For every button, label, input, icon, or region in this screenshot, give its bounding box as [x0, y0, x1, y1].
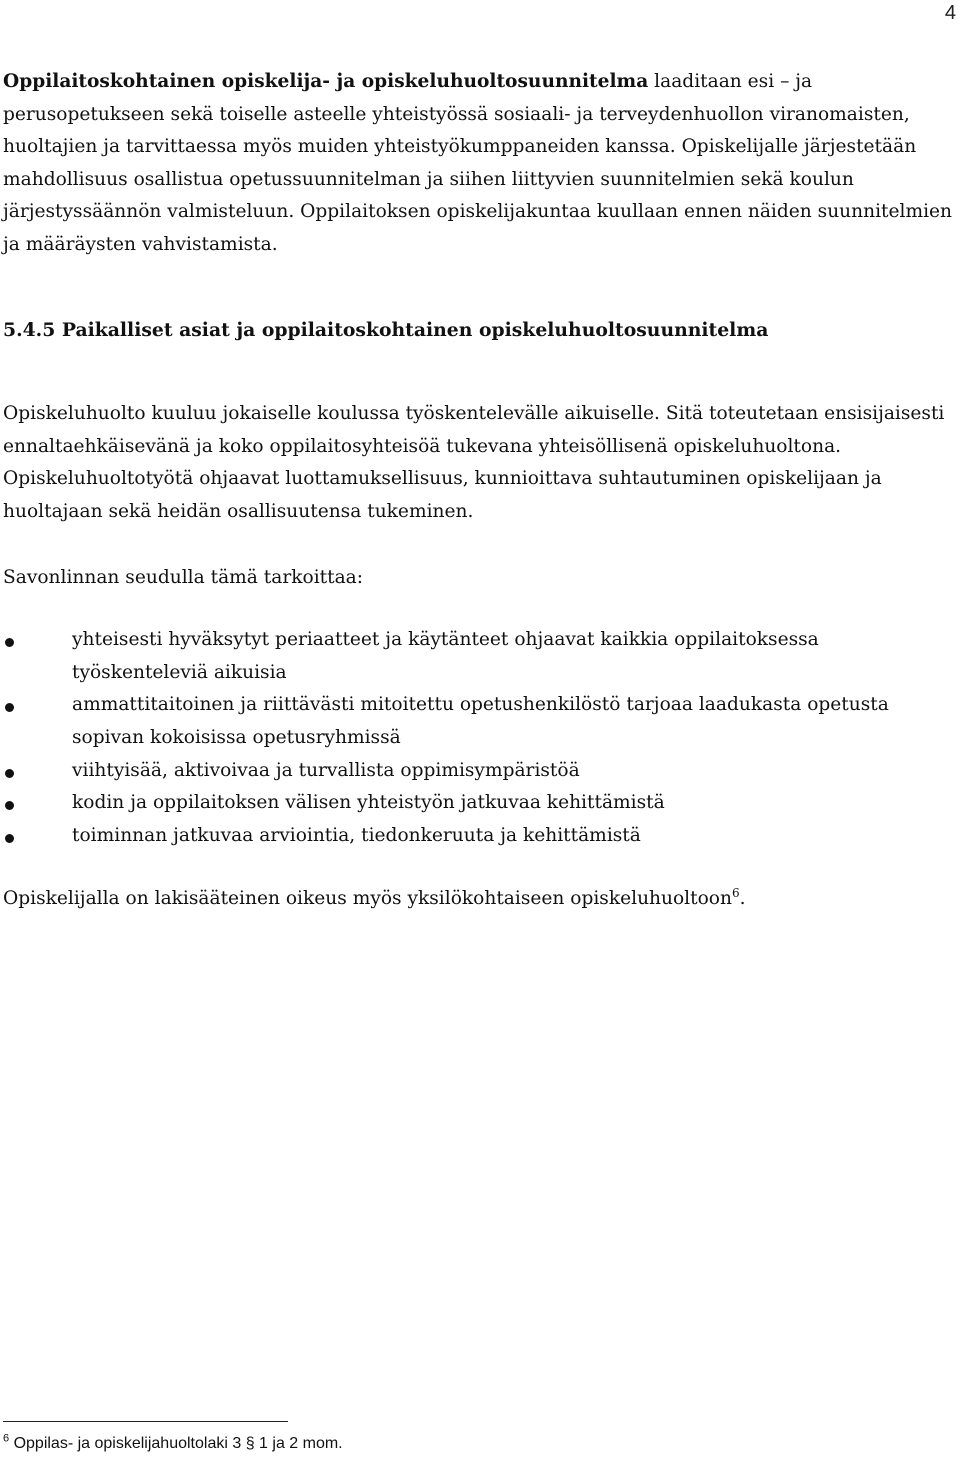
list-item-text: ammattitaitoinen ja riittävästi mitoitettu opetushenkilöstö tarjoaa laadukasta opetusta sopivan kokoisissa opetusryhmissä — [72, 694, 889, 748]
rights-paragraph — [3, 883, 955, 916]
intro-text: laaditaan esi – ja perusopetukseen sekä toiselle asteelle yhteistyössä sosiaali- ja terveydenhuollon viranomaisten, huoltajien ja tarvittaessa myös muiden yhteistyökumppaneiden kanssa. Opiskelijalle järjestetään mahdollisuus osallistua opetussuunnitelman ja siihen liittyvien suunnitelmien sekä koulun järjestyssäännön valmisteluun. Oppilaitoksen opiskelijakuntaa kuullaan ennen näiden suunnitelmien ja määräysten vahvistamista. — [3, 71, 953, 255]
footnote-separator — [3, 1421, 288, 1422]
page-number: 4 — [944, 2, 956, 24]
intro-paragraph — [3, 66, 955, 262]
bullet-icon — [5, 703, 14, 712]
list-item-text: kodin ja oppilaitoksen välisen yhteistyön jatkuvaa kehittämistä — [72, 792, 665, 814]
bullet-icon — [5, 801, 14, 810]
footnote-reference[interactable]: 6 — [731, 886, 740, 901]
list-item — [3, 820, 955, 853]
savonlinna-intro: Savonlinnan seudulla tämä tarkoittaa: — [3, 566, 364, 588]
footnote-text: Oppilas- ja opiskelijahuoltolaki 3 § 1 ja 2 mom. — [9, 1435, 343, 1452]
rights-end: . — [739, 888, 746, 910]
list-item — [3, 689, 955, 754]
rights-text: Opiskelijalla on lakisääteinen oikeus myös yksilökohtaiseen opiskeluhuoltoon — [3, 888, 732, 910]
section-heading: 5.4.5 Paikalliset asiat ja oppilaitoskohtainen opiskeluhuoltosuunnitelma — [3, 318, 769, 341]
bullet-icon — [5, 638, 14, 647]
footnote-marker: 6 — [3, 1432, 10, 1445]
bullet-list — [3, 624, 955, 852]
list-item — [3, 755, 955, 788]
list-item-text: viihtyisää, aktivoivaa ja turvallista oppimisympäristöä — [72, 759, 580, 781]
footnote — [3, 1434, 343, 1454]
opiskeluhuolto-paragraph: Opiskeluhuolto kuuluu jokaiselle koulussa työskentelevälle aikuiselle. Sitä toteutetaan ensisijaisesti ennaltaehkäisevänä ja koko oppilaitosyhteisöä tukevana yhteisöllisenä opiskeluhuoltona. Opiskeluhuoltotyötä ohjaavat luottamuksellisuus, kunnioittava suhtautuminen opiskelijaan ja huoltajaan sekä heidän osallisuutensa tukeminen. — [3, 403, 945, 522]
bullet-icon — [5, 834, 14, 843]
list-item — [3, 787, 955, 820]
document-body — [3, 66, 955, 916]
bullet-icon — [5, 769, 14, 778]
list-item-text: yhteisesti hyväksytyt periaatteet ja käytänteet ohjaavat kaikkia oppilaitoksessa työskenteleviä aikuisia — [72, 629, 819, 683]
intro-bold-lead: Oppilaitoskohtainen opiskelija- ja opiskeluhuoltosuunnitelma — [3, 71, 649, 92]
list-item — [3, 624, 955, 689]
list-item-text: toiminnan jatkuvaa arviointia, tiedonkeruuta ja kehittämistä — [72, 824, 641, 846]
